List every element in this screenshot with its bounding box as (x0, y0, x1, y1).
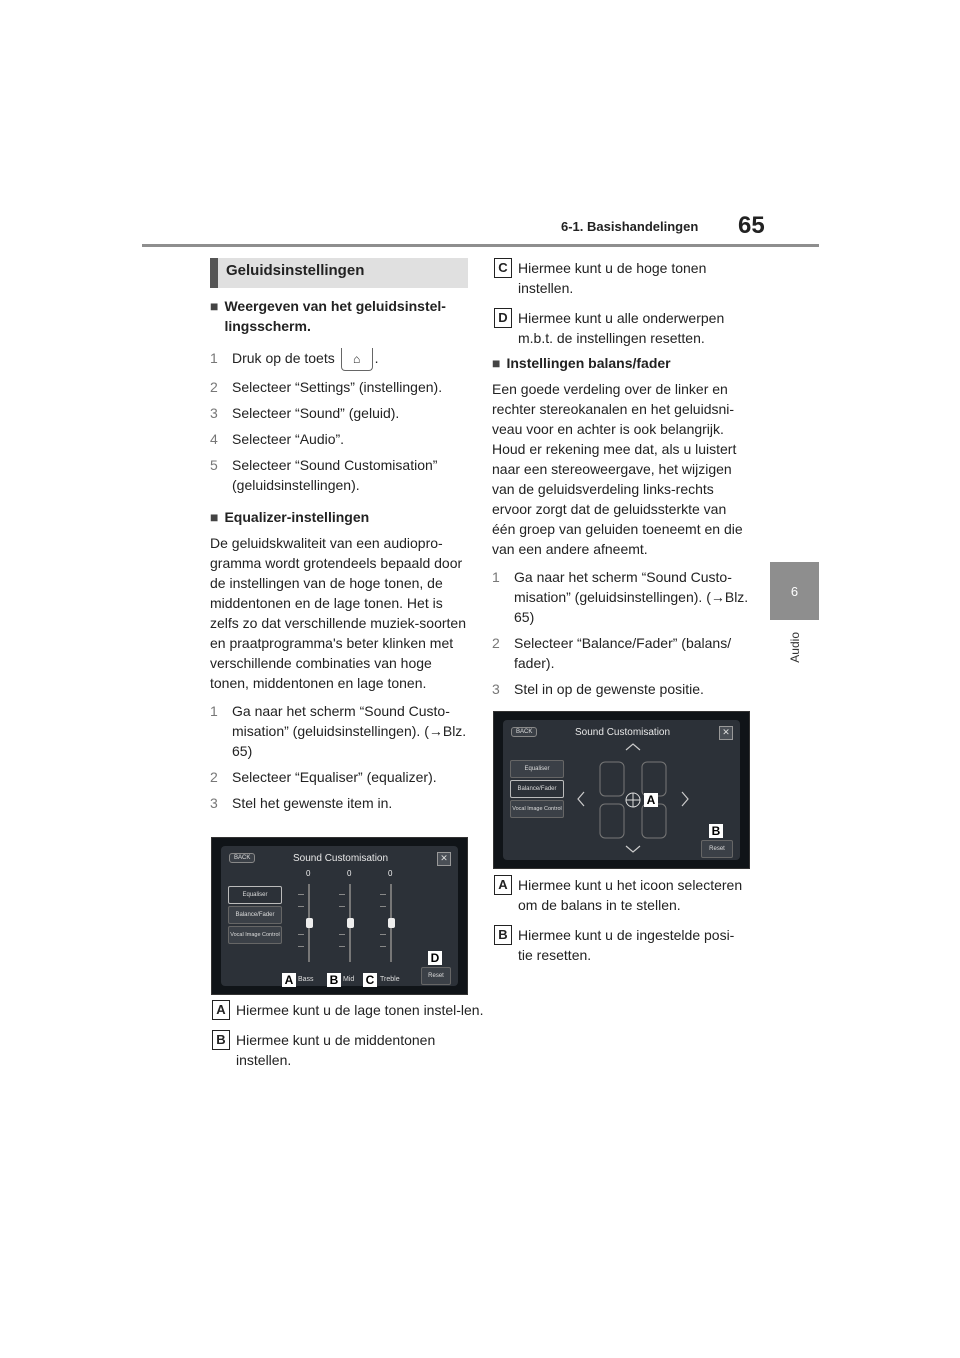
menu-vocal-image[interactable]: Vocal Image Control (510, 800, 564, 818)
mid-label: Mid (343, 976, 355, 983)
label-box: A (494, 875, 512, 895)
eq-step-2: 2 Selecteer “Equaliser” (equalizer). (210, 769, 437, 785)
reset-button[interactable]: Reset (701, 840, 733, 858)
bass-label: Bass (298, 976, 314, 983)
bass-value: 0 (306, 869, 311, 878)
back-button[interactable]: BACK (229, 853, 255, 863)
close-icon[interactable]: ✕ (437, 852, 451, 866)
bal-step-2: 2 Selecteer “Balance/Fader” (balans/ fader). (492, 635, 732, 671)
badge-b: B (327, 973, 341, 987)
right-column (492, 353, 750, 699)
step-5: 5 Selecteer “Sound Customisation” (geluidsinstellingen). (210, 457, 438, 493)
seat-front-right (642, 762, 666, 796)
bal-step-3: 3 Stel in op de gewenste positie. (492, 681, 704, 697)
subheading-display: ■ Weergeven van het geluidsinstel-lingsscherm. (210, 298, 446, 334)
treble-value: 0 (388, 869, 393, 878)
step-1: 1 Druk op de toets ⌂ . (210, 348, 468, 371)
label-box: C (494, 258, 512, 278)
step-4: 4 Selecteer “Audio”. (210, 431, 345, 447)
home-key-icon: ⌂ (341, 348, 373, 371)
chapter-tab: 6 (770, 562, 819, 620)
right-callouts-top (498, 258, 746, 348)
step-2: 2 Selecteer “Settings” (instellingen). (210, 379, 443, 395)
left-callouts (216, 1000, 490, 1070)
menu-equaliser[interactable]: Equaliser (228, 886, 282, 904)
reset-button[interactable]: Reset (421, 967, 451, 985)
screen-title: Sound Customisation (575, 727, 671, 738)
callout-c: C Hiermee kunt u de hoge tonen instellen. (514, 258, 746, 298)
treble-label: Treble (380, 976, 400, 983)
label-box: B (494, 925, 512, 945)
balance-screen (493, 711, 750, 869)
callout-a-balance: A Hiermee kunt u het icoon selecteren om de balans in te stellen. (514, 875, 746, 915)
menu-equaliser[interactable]: Equaliser (510, 760, 564, 778)
menu-balance-fader[interactable]: Balance/Fader (510, 780, 564, 798)
header-rule (142, 244, 819, 247)
left-column (210, 296, 468, 813)
balance-paragraph: Een goede verdeling over de linker en rechter stereokanalen en het geluidsni-veau voor en achter is ook belangrijk. Houd er rekening mee dat, als u luistert naar een stereoweergave, het wijzigen van de geluidsverdeling links-rechts ervoor zorgt dat de geluidssterkte van één groep van geluiden toeneemt en die van een andere afneemt. (492, 381, 743, 557)
menu-vocal-image[interactable]: Vocal Image Control (228, 926, 282, 944)
callout-d: D Hiermee kunt u alle onderwerpen m.b.t. de instellingen resetten. (514, 308, 746, 348)
step-3: 3 Selecteer “Sound” (geluid). (210, 405, 400, 421)
square-bullet-icon: ■ (492, 355, 501, 371)
square-bullet-icon: ■ (210, 298, 219, 314)
menu-balance-fader[interactable]: Balance/Fader (228, 906, 282, 924)
chevron-right-icon (682, 792, 688, 806)
section-heading: Geluidsinstellingen (210, 258, 468, 288)
back-button[interactable]: BACK (511, 727, 537, 737)
bass-slider-knob[interactable] (306, 918, 313, 928)
chevron-up-icon (626, 744, 640, 750)
chevron-left-icon (578, 792, 584, 806)
page-number: 65 (738, 212, 765, 239)
badge-d: D (428, 951, 442, 965)
callout-a: A Hiermee kunt u de lage tonen instel-len. (232, 1000, 490, 1020)
seat-rear-left (600, 804, 624, 838)
subheading-balance: ■ Instellingen balans/fader (492, 355, 671, 371)
label-box: A (212, 1000, 230, 1020)
equalizer-screen (211, 837, 468, 995)
chapter-label: Audio (788, 632, 802, 663)
callout-b-balance: B Hiermee kunt u de ingestelde posi-tie resetten. (514, 925, 746, 965)
eq-step-1: 1 Ga naar het scherm “Sound Custo-misation” (geluidsinstellingen). (→Blz. 65) (210, 703, 467, 759)
square-bullet-icon: ■ (210, 509, 219, 525)
badge-b: B (709, 824, 723, 838)
mid-slider-knob[interactable] (347, 918, 354, 928)
label-box: B (212, 1030, 230, 1050)
callout-b: B Hiermee kunt u de middentonen instellen. (232, 1030, 490, 1070)
treble-slider-knob[interactable] (388, 918, 395, 928)
right-callouts-bottom (498, 875, 746, 965)
seat-rear-right (642, 804, 666, 838)
bal-step-1: 1 Ga naar het scherm “Sound Custo-misation” (geluidsinstellingen). (→Blz. 65) (492, 569, 749, 625)
badge-c: C (363, 973, 377, 987)
chevron-down-icon (626, 846, 640, 852)
equalizer-paragraph: De geluidskwaliteit van een audiopro-gramma wordt grotendeels bepaald door de instellingen van de hoge tonen, de middentonen en de lage tonen. Het is zelfs zo dat verschillende muziek-soorten en praatprogramma's beter klinken met verschillende combinaties van hoge tonen, middentonen en lage tonen. (210, 535, 467, 691)
subheading-equalizer: ■ Equalizer-instellingen (210, 509, 370, 525)
badge-a: A (644, 793, 658, 807)
seat-front-left (600, 762, 624, 796)
section-title: 6-1. Basishandelingen (561, 219, 699, 234)
label-box: D (494, 308, 512, 328)
close-icon[interactable]: ✕ (719, 726, 733, 740)
mid-value: 0 (347, 869, 352, 878)
screen-title: Sound Customisation (293, 853, 389, 864)
car-seats-diagram (574, 742, 694, 857)
eq-step-3: 3 Stel het gewenste item in. (210, 795, 393, 811)
badge-a: A (282, 973, 296, 987)
